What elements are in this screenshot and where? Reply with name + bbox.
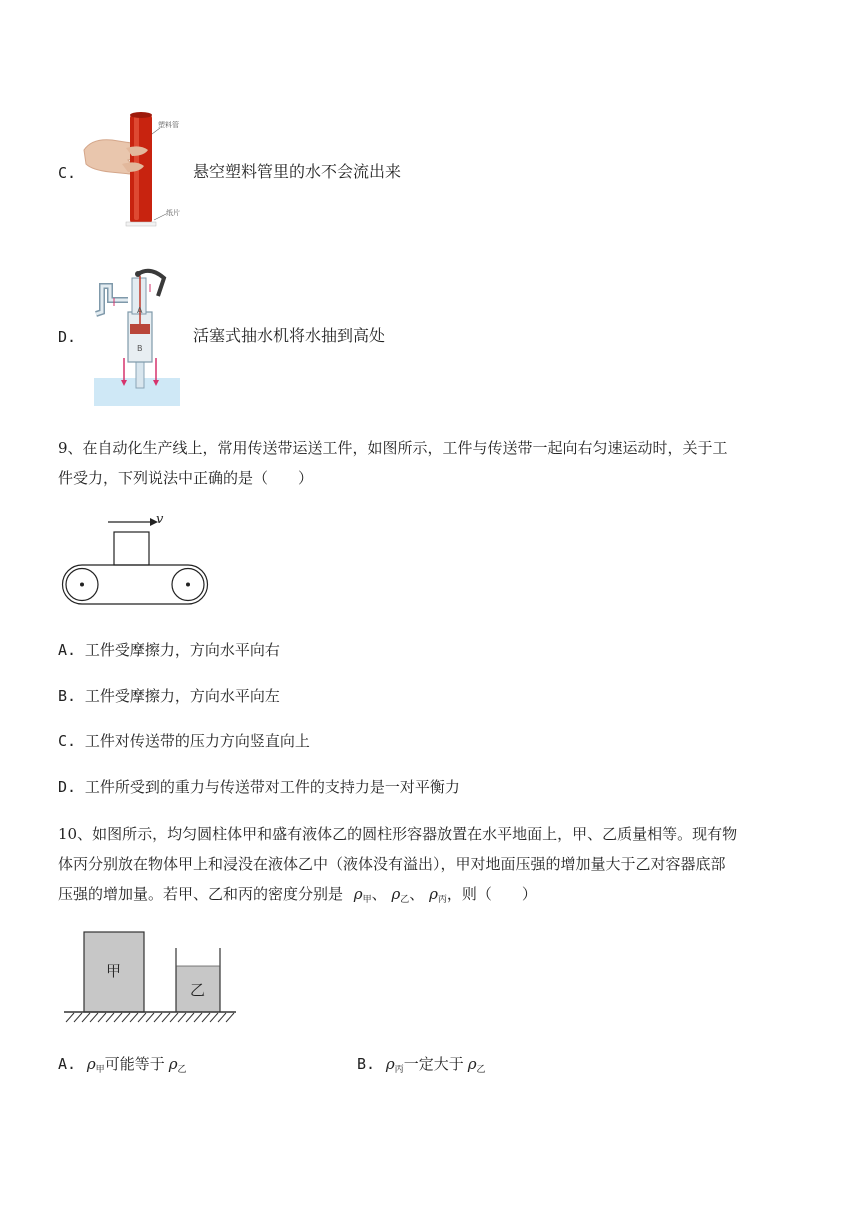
rho-symbol: ρ xyxy=(391,885,401,903)
sep-1: 、 xyxy=(371,885,387,903)
q9-option-c-letter: C. xyxy=(58,732,77,750)
rho-symbol: ρ xyxy=(168,1055,178,1073)
fig-yi-label: 乙 xyxy=(190,981,206,999)
rho-symbol: ρ xyxy=(467,1055,477,1073)
q10-stem-line3-pre: 压强的增加量。若甲、乙和丙的密度分别是 xyxy=(58,885,344,903)
q10-option-b-rho1 xyxy=(386,1055,404,1073)
piston-pump-figure xyxy=(92,262,182,408)
q9-option-d-text: 工件所受到的重力与传送带对工件的支持力是一对平衡力 xyxy=(84,778,460,796)
q10-stem-line1: 10、如图所示，均匀圆柱体甲和盛有液体乙的圆柱形容器放置在水平地面上，甲、乙质量相等。现有物 xyxy=(58,825,738,843)
valve-a-label: A xyxy=(137,306,143,315)
q10-option-a-letter: A. xyxy=(58,1055,77,1073)
sub-yi: 乙 xyxy=(400,895,410,905)
q9-option-b-letter: B. xyxy=(58,687,77,705)
q9-stem xyxy=(58,433,818,493)
q9-option-b-text: 工件受摩擦力，方向水平向左 xyxy=(84,687,280,705)
q10-figure xyxy=(60,928,240,1024)
sub-bing: 丙 xyxy=(394,1065,404,1075)
q10-stem xyxy=(58,819,818,915)
rho-symbol: ρ xyxy=(353,885,363,903)
q10-option-a-rho2 xyxy=(169,1055,187,1073)
q9-option-a xyxy=(58,640,280,660)
tube-label: 塑料管 xyxy=(158,121,179,129)
rho-jia xyxy=(354,885,372,903)
q9-option-d-letter: D. xyxy=(58,778,77,796)
sep-2: 、 xyxy=(409,885,425,903)
q9-option-d xyxy=(58,777,460,797)
rho-symbol: ρ xyxy=(385,1055,395,1073)
q10-option-a-mid: 可能等于 xyxy=(104,1055,165,1073)
q9-stem-line2: 件受力，下列说法中正确的是（ ） xyxy=(58,469,314,487)
option-c-letter: C. xyxy=(58,164,77,182)
q10-option-b xyxy=(357,1054,486,1080)
option-d-letter: D. xyxy=(58,328,77,346)
q9-option-a-text: 工件受摩擦力，方向水平向右 xyxy=(84,641,280,659)
option-c-text: 悬空塑料管里的水不会流出来 xyxy=(193,162,402,181)
sub-bing: 丙 xyxy=(437,895,447,905)
cylinders-diagram xyxy=(60,928,240,1024)
option-d-figure xyxy=(92,262,182,408)
option-d-text: 活塞式抽水机将水抽到高处 xyxy=(193,326,386,345)
q10-option-a-rho1 xyxy=(87,1055,105,1073)
option-c-figure xyxy=(82,108,182,234)
rho-symbol: ρ xyxy=(86,1055,96,1073)
sub-jia: 甲 xyxy=(362,895,372,905)
fig-jia-label: 甲 xyxy=(106,962,122,980)
q10-option-b-rho2 xyxy=(468,1055,486,1073)
q10-stem-line2: 体丙分别放在物体甲上和浸没在液体乙中（液体没有溢出），甲对地面压强的增加量大于乙对容器底部 xyxy=(58,855,726,873)
q10-option-b-letter: B. xyxy=(357,1055,376,1073)
conveyor-diagram xyxy=(60,512,212,608)
valve-b-label: B xyxy=(137,344,143,353)
sub-jia: 甲 xyxy=(95,1065,105,1075)
paper-label: 纸片 xyxy=(166,209,180,217)
q9-option-a-letter: A. xyxy=(58,641,77,659)
sub-yi: 乙 xyxy=(177,1065,187,1075)
q10-option-b-mid: 一定大于 xyxy=(403,1055,464,1073)
q10-stem-line3 xyxy=(58,879,818,915)
sub-yi: 乙 xyxy=(476,1065,486,1075)
rho-bing xyxy=(429,885,447,903)
velocity-label: v xyxy=(156,512,164,527)
q9-option-b xyxy=(58,686,280,706)
rho-yi xyxy=(391,885,409,903)
q9-option-c-text: 工件对传送带的压力方向竖直向上 xyxy=(84,732,310,750)
q10-stem-line3-post: ，则（ ） xyxy=(446,885,537,903)
rho-symbol: ρ xyxy=(429,885,438,903)
q9-stem-line1: 9、在自动化生产线上，常用传送带运送工件，如图所示，工件与传送带一起向右匀速运动时，关于工 xyxy=(58,439,728,457)
q10-option-a xyxy=(58,1054,187,1080)
q9-option-c xyxy=(58,731,310,751)
conveyor-figure xyxy=(60,512,212,608)
